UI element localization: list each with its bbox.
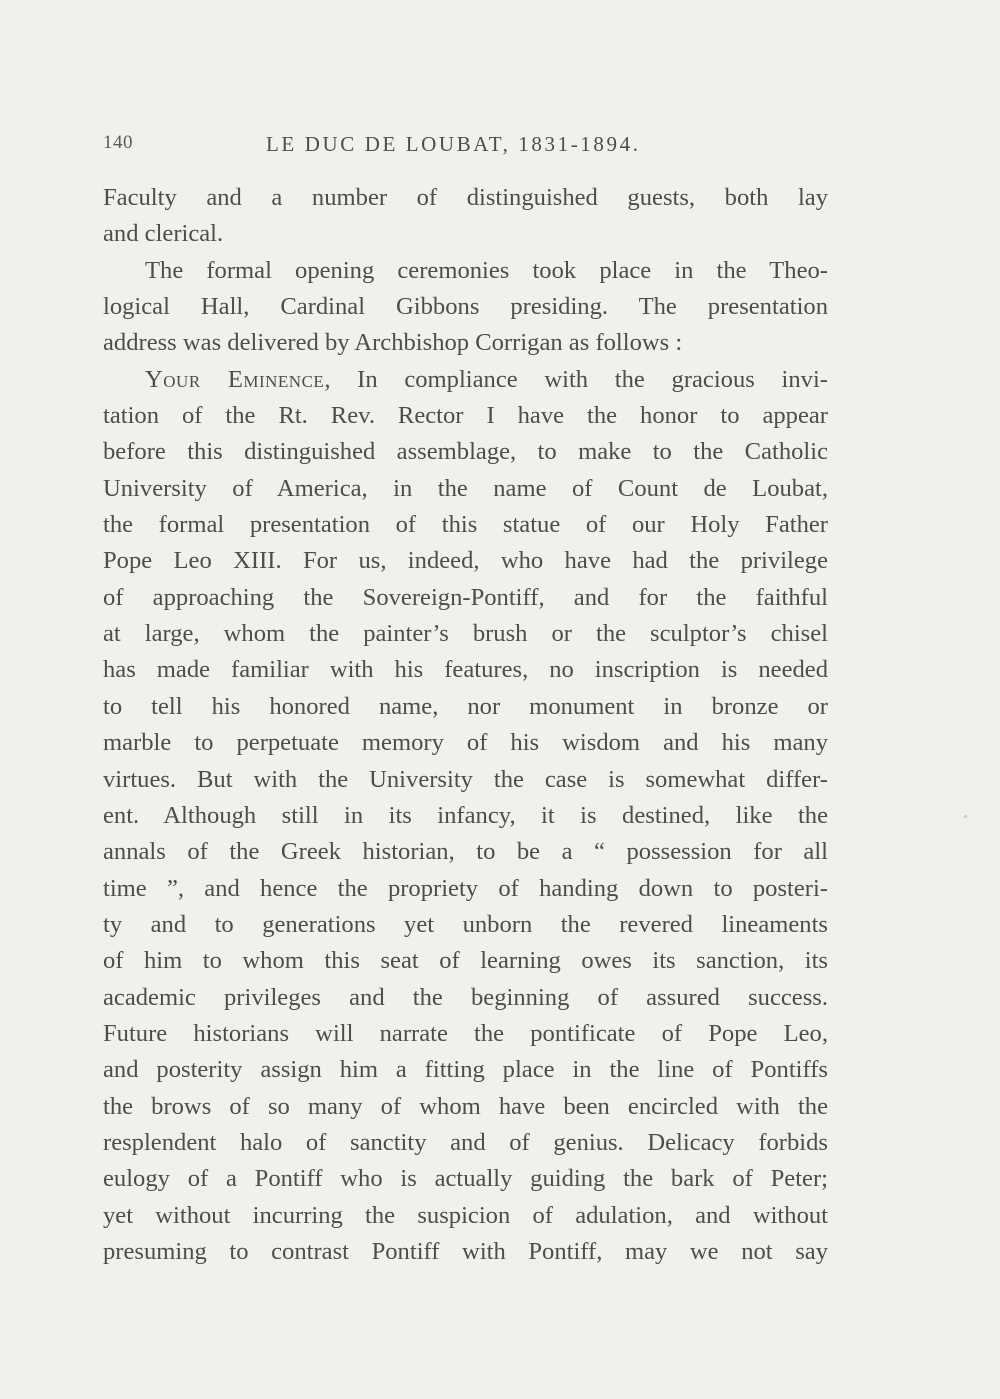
text-line: logical Hall, Cardinal Gibbons presiding. The presentation — [103, 293, 828, 321]
text-line: ent. Although still in its infancy, it is destined, like the — [103, 801, 828, 829]
text-line: annals of the Greek historian, to be a “ possession for all — [103, 838, 828, 866]
text-line: The formal opening ceremonies took place in the Theo- — [145, 256, 828, 284]
text-line: Your Eminence, In compliance with the gracious invi- — [145, 365, 828, 393]
text-line: academic privileges and the beginning of assured success. — [103, 983, 828, 1011]
page-number: 140 — [103, 132, 133, 153]
running-head — [103, 132, 828, 162]
text-line: and clerical. — [103, 220, 224, 248]
text-line: virtues. But with the University the case is somewhat differ- — [103, 765, 828, 793]
text-line: the formal presentation of this statue of our Holy Father — [103, 511, 828, 539]
text-line: tation of the Rt. Rev. Rector I have the honor to appear — [103, 402, 828, 430]
text-line: and posterity assign him a fitting place in the line of Pontiffs — [103, 1056, 828, 1084]
running-title: LE DUC DE LOUBAT, 1831-1894. — [266, 132, 641, 156]
text-line: Faculty and a number of distinguished guests, both lay — [103, 184, 828, 211]
text-line: the brows of so many of whom have been encircled with the — [103, 1092, 828, 1120]
text-line: University of America, in the name of Count de Loubat, — [103, 474, 828, 502]
text-line: Pope Leo XIII. For us, indeed, who have had the privilege — [103, 547, 828, 575]
text-line: to tell his honored name, nor monument in bronze or — [103, 692, 828, 720]
paper-speck — [964, 815, 967, 818]
text-line: of him to whom this seat of learning owes its sanction, its — [103, 947, 828, 975]
text-line: presuming to contrast Pontiff with Pontiff, may we not say — [103, 1237, 828, 1265]
text-line: address was delivered by Archbishop Corrigan as follows : — [103, 329, 683, 357]
text-line: ty and to generations yet unborn the revered lineaments — [103, 910, 828, 938]
text-line: yet without incurring the suspicion of adulation, and without — [103, 1201, 828, 1229]
text-line: before this distinguished assemblage, to make to the Catholic — [103, 438, 828, 466]
text-line: marble to perpetuate memory of his wisdom and his many — [103, 729, 828, 757]
text-line: Future historians will narrate the pontificate of Pope Leo, — [103, 1019, 828, 1047]
text-line: at large, whom the painter’s brush or the sculptor’s chisel — [103, 620, 828, 648]
text-line: eulogy of a Pontiff who is actually guiding the bark of Peter; — [103, 1165, 828, 1193]
text-line: resplendent halo of sanctity and of genius. Delicacy forbids — [103, 1128, 828, 1156]
text-line: of approaching the Sovereign-Pontiff, and for the faithful — [103, 583, 828, 611]
salutation-small-caps: Your Eminence — [145, 365, 325, 393]
text-line: time ”, and hence the propriety of handing down to posteri- — [103, 874, 828, 902]
text-line: has made familiar with his features, no inscription is needed — [103, 656, 828, 684]
body-text — [103, 180, 828, 1270]
